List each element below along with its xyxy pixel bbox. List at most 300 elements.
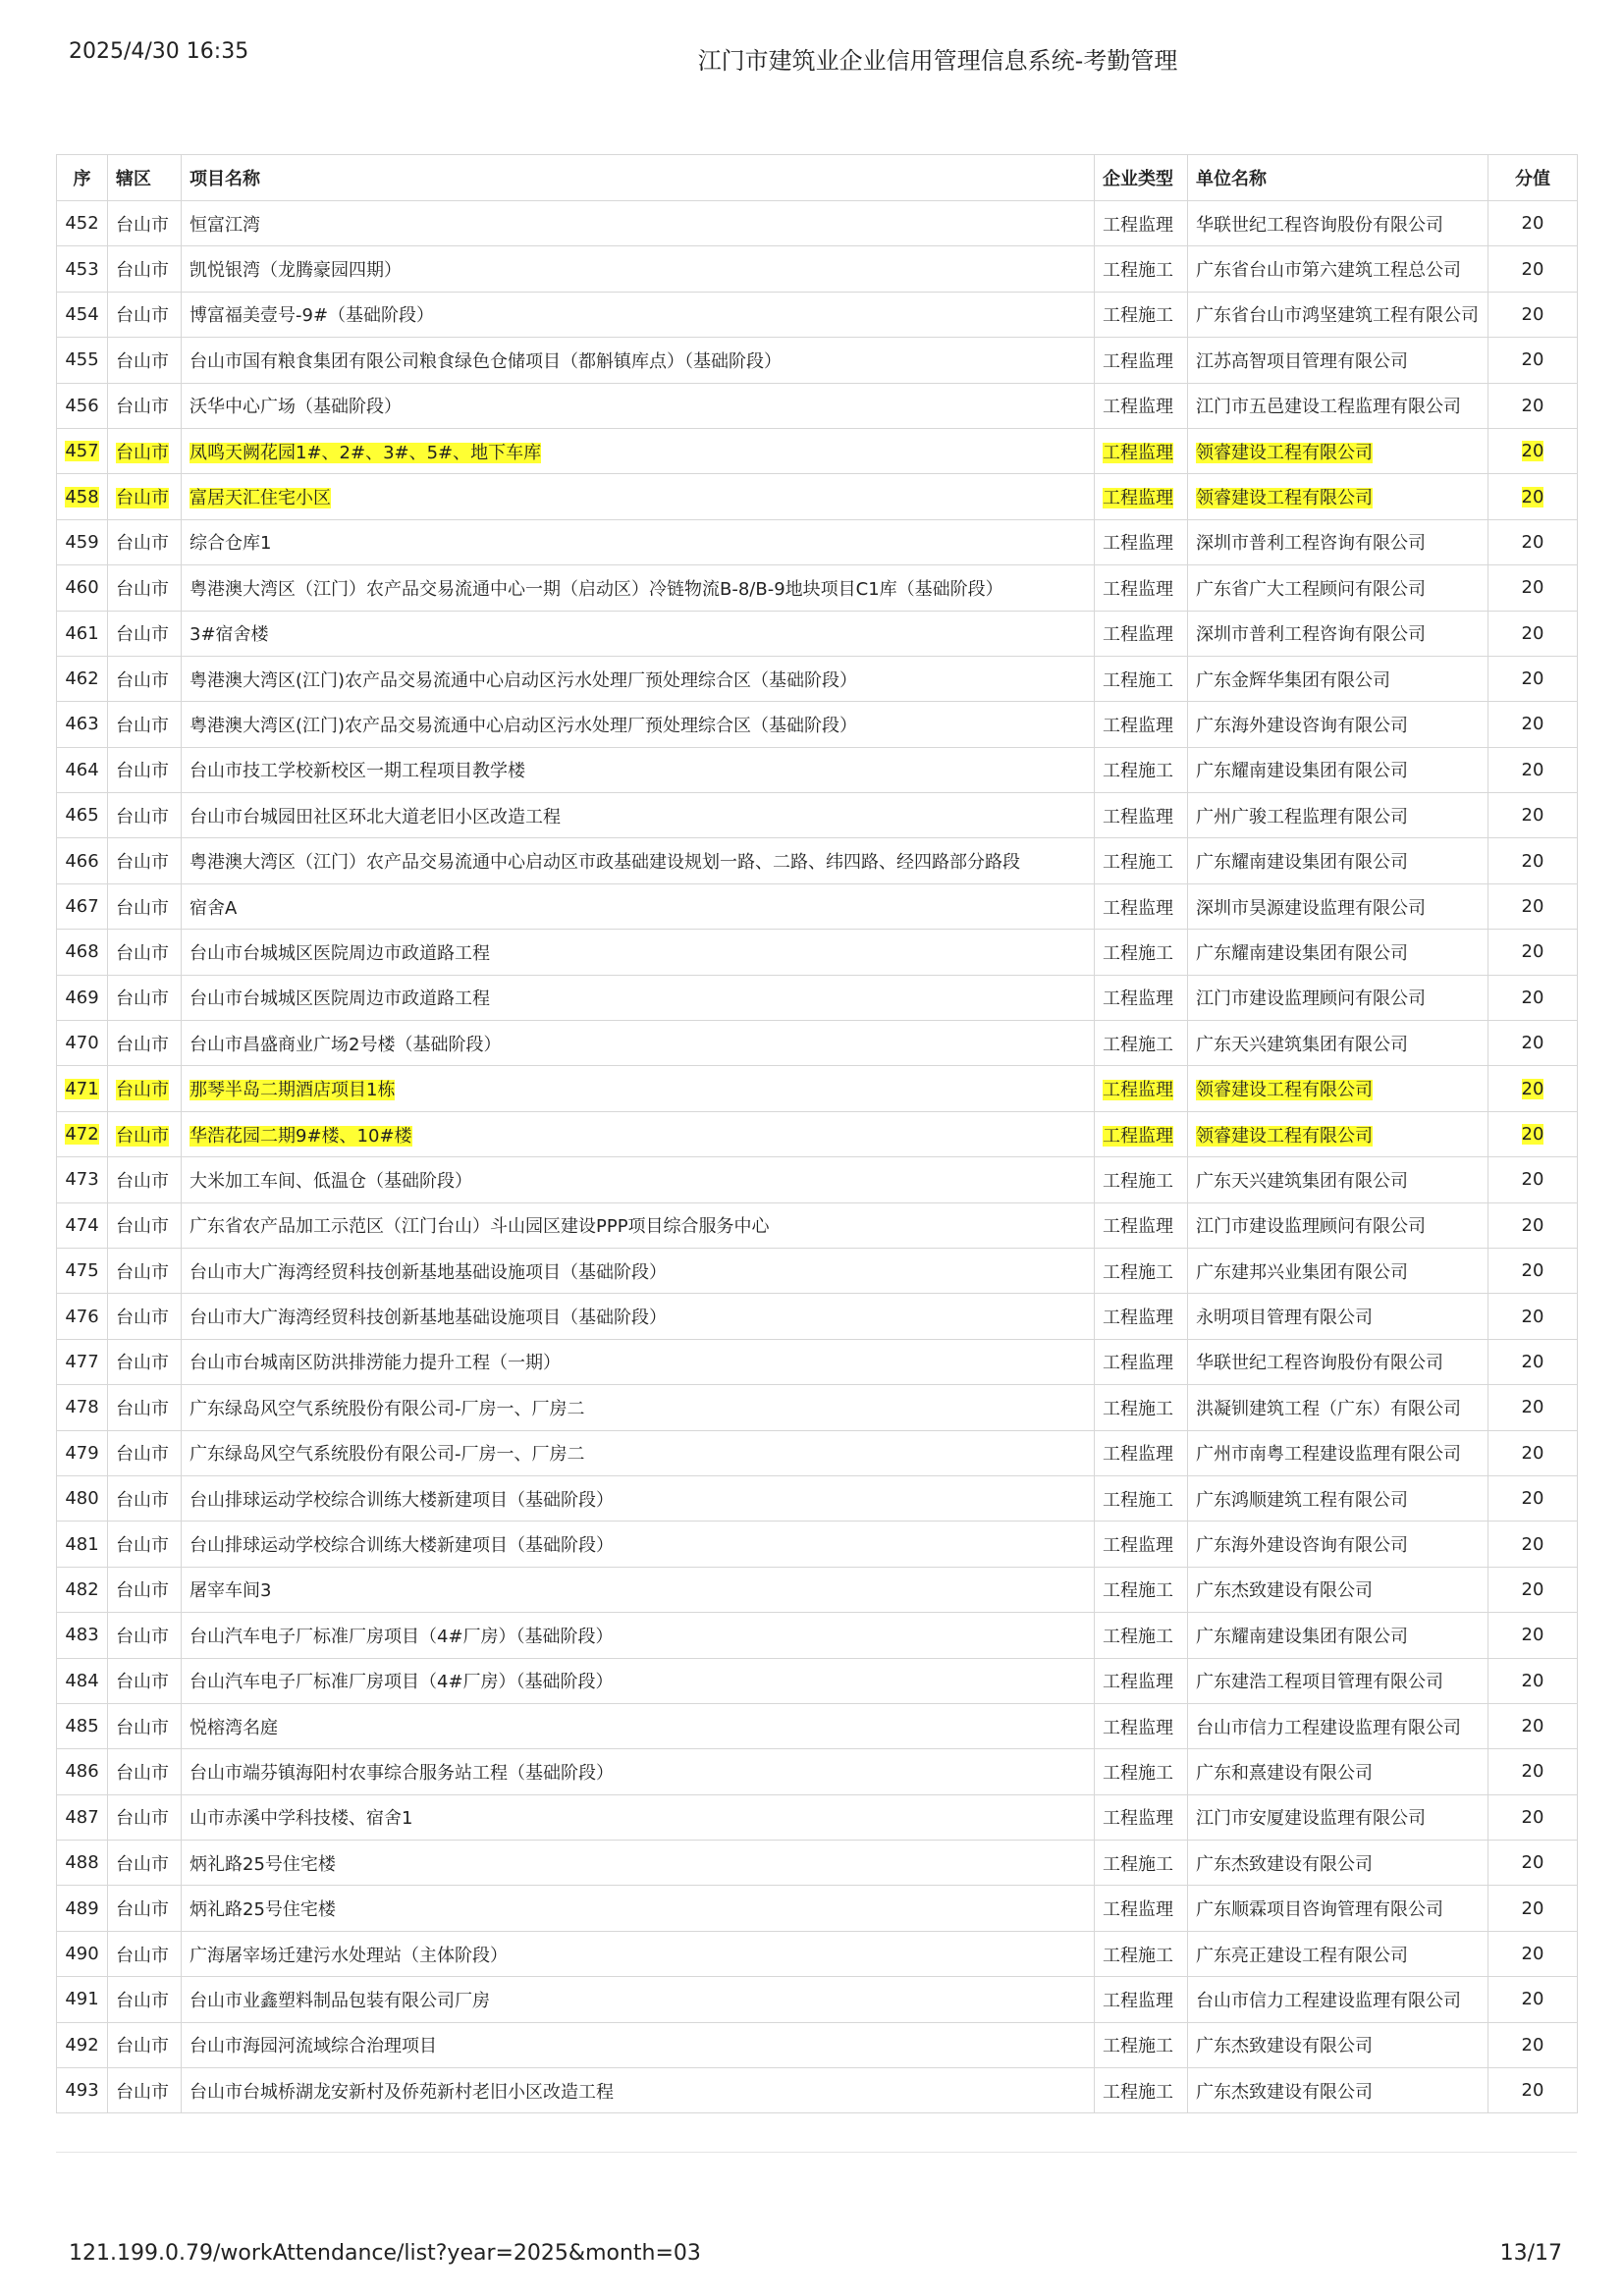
cell-no-text: 489 bbox=[65, 1897, 99, 1919]
cell-project-text: 台山市台城桥湖龙安新村及侨苑新村老旧小区改造工程 bbox=[189, 2081, 614, 2103]
cell-project-text: 屠宰车间3 bbox=[189, 1580, 272, 1602]
cell-project bbox=[182, 338, 1095, 383]
cell-area-text: 台山市 bbox=[116, 1990, 169, 2011]
cell-no-text: 465 bbox=[65, 805, 99, 827]
cell-no bbox=[57, 702, 108, 747]
cell-project-text: 台山市台城城区医院周边市政道路工程 bbox=[189, 988, 490, 1010]
cell-no bbox=[57, 201, 108, 246]
page-url: 121.199.0.79/workAttendance/list?year=2025&month=03 bbox=[69, 2241, 701, 2266]
table-body bbox=[57, 201, 1578, 2113]
cell-type-text: 工程监理 bbox=[1103, 1216, 1173, 1238]
cell-type-text: 工程监理 bbox=[1103, 578, 1173, 600]
cell-score-text: 20 bbox=[1521, 577, 1544, 599]
cell-score-text: 20 bbox=[1521, 1852, 1544, 1874]
cell-project-text: 广东绿岛风空气系统股份有限公司-厂房一、厂房二 bbox=[189, 1444, 585, 1466]
cell-no-text: 456 bbox=[65, 395, 99, 416]
cell-project-text: 广海屠宰场迁建污水处理站（主体阶段） bbox=[189, 1945, 508, 1966]
cell-unit bbox=[1188, 428, 1488, 473]
cell-score-text: 20 bbox=[1521, 2034, 1544, 2056]
cell-unit-text: 深圳市普利工程咨询有限公司 bbox=[1196, 624, 1426, 646]
cell-project-text: 粤港澳大湾区(江门)农产品交易流通中心启动区污水处理厂预处理综合区（基础阶段） bbox=[189, 669, 858, 691]
cell-area bbox=[108, 747, 182, 792]
table-row bbox=[57, 793, 1578, 838]
cell-area bbox=[108, 1111, 182, 1156]
table-row bbox=[57, 747, 1578, 792]
print-datetime: 2025/4/30 16:35 bbox=[69, 39, 249, 64]
cell-unit bbox=[1188, 702, 1488, 747]
table-row bbox=[57, 1202, 1578, 1248]
cell-score-text: 20 bbox=[1521, 850, 1544, 872]
cell-no-text: 473 bbox=[65, 1169, 99, 1191]
cell-type bbox=[1095, 519, 1188, 564]
cell-area-text: 台山市 bbox=[116, 1762, 169, 1784]
cell-no bbox=[57, 246, 108, 292]
cell-type-text: 工程施工 bbox=[1103, 1170, 1173, 1192]
cell-score-text: 20 bbox=[1521, 1989, 1544, 2010]
table-row bbox=[57, 2022, 1578, 2067]
cell-score-text: 20 bbox=[1521, 1442, 1544, 1464]
cell-project bbox=[182, 1339, 1095, 1384]
cell-project bbox=[182, 1294, 1095, 1339]
cell-no bbox=[57, 930, 108, 975]
table-row bbox=[57, 975, 1578, 1020]
cell-area-text: 台山市 bbox=[116, 806, 169, 828]
cell-no-text: 491 bbox=[65, 1989, 99, 2010]
cell-no-text: 485 bbox=[65, 1716, 99, 1737]
cell-score bbox=[1488, 1977, 1578, 2022]
cell-unit bbox=[1188, 2022, 1488, 2067]
table-row bbox=[57, 1658, 1578, 1703]
cell-type-text: 工程监理 bbox=[1103, 1080, 1173, 1101]
cell-score-text: 20 bbox=[1521, 714, 1544, 735]
cell-area-text: 台山市 bbox=[116, 1672, 169, 1693]
cell-score-text: 20 bbox=[1521, 1716, 1544, 1737]
cell-project bbox=[182, 1248, 1095, 1293]
cell-area-text: 台山市 bbox=[116, 942, 169, 964]
cell-area-text: 台山市 bbox=[116, 852, 169, 874]
cell-score bbox=[1488, 519, 1578, 564]
cell-type-text: 工程施工 bbox=[1103, 260, 1173, 282]
footer-divider bbox=[56, 2152, 1577, 2153]
cell-unit bbox=[1188, 1522, 1488, 1567]
table-row bbox=[57, 702, 1578, 747]
cell-score-text: 20 bbox=[1521, 1488, 1544, 1510]
table-row bbox=[57, 930, 1578, 975]
cell-unit-text: 广东海外建设咨询有限公司 bbox=[1196, 1535, 1408, 1557]
cell-unit bbox=[1188, 1977, 1488, 2022]
cell-project-text: 台山汽车电子厂标准厂房项目（4#厂房）（基础阶段） bbox=[189, 1672, 614, 1693]
cell-type-text: 工程施工 bbox=[1103, 1580, 1173, 1602]
cell-no bbox=[57, 292, 108, 337]
cell-unit bbox=[1188, 1066, 1488, 1111]
cell-project bbox=[182, 1931, 1095, 1976]
cell-no bbox=[57, 1021, 108, 1066]
cell-no-text: 487 bbox=[65, 1806, 99, 1828]
cell-unit-text: 广东省台山市鸿坚建筑工程有限公司 bbox=[1196, 305, 1479, 327]
cell-unit-text: 广东鸿顺建筑工程有限公司 bbox=[1196, 1489, 1408, 1511]
cell-no-text: 477 bbox=[65, 1351, 99, 1372]
cell-score bbox=[1488, 338, 1578, 383]
cell-unit-text: 广东海外建设咨询有限公司 bbox=[1196, 715, 1408, 736]
cell-type bbox=[1095, 656, 1188, 701]
cell-unit-text: 江门市安厦建设监理有限公司 bbox=[1196, 1808, 1426, 1830]
cell-no bbox=[57, 1066, 108, 1111]
cell-area bbox=[108, 246, 182, 292]
cell-score bbox=[1488, 1430, 1578, 1475]
cell-score bbox=[1488, 1339, 1578, 1384]
cell-score-text: 20 bbox=[1521, 1033, 1544, 1054]
cell-unit bbox=[1188, 474, 1488, 519]
cell-no bbox=[57, 1248, 108, 1293]
cell-type bbox=[1095, 793, 1188, 838]
cell-no bbox=[57, 611, 108, 656]
cell-no bbox=[57, 1931, 108, 1976]
cell-unit-text: 江门市五邑建设工程监理有限公司 bbox=[1196, 397, 1461, 418]
cell-project-text: 山市赤溪中学科技楼、宿舍1 bbox=[189, 1808, 413, 1830]
cell-project bbox=[182, 611, 1095, 656]
cell-no bbox=[57, 975, 108, 1020]
cell-project bbox=[182, 565, 1095, 611]
cell-score bbox=[1488, 565, 1578, 611]
cell-project-text: 台山市端芬镇海阳村农事综合服务站工程（基础阶段） bbox=[189, 1762, 614, 1784]
cell-unit-text: 广东金辉华集团有限公司 bbox=[1196, 669, 1390, 691]
column-header-project: 项目名称 bbox=[182, 155, 1095, 201]
cell-project bbox=[182, 1111, 1095, 1156]
cell-score bbox=[1488, 474, 1578, 519]
cell-type-text: 工程监理 bbox=[1103, 1308, 1173, 1329]
cell-score bbox=[1488, 1613, 1578, 1658]
column-header-unit: 单位名称 bbox=[1188, 155, 1488, 201]
cell-no-text: 467 bbox=[65, 896, 99, 918]
cell-project-text: 凤鸣天阙花园1#、2#、3#、5#、地下车库 bbox=[189, 442, 542, 463]
cell-score bbox=[1488, 1294, 1578, 1339]
cell-score-text: 20 bbox=[1521, 1533, 1544, 1555]
cell-project bbox=[182, 246, 1095, 292]
cell-type-text: 工程监理 bbox=[1103, 1808, 1173, 1830]
cell-type-text: 工程监理 bbox=[1103, 624, 1173, 646]
cell-area bbox=[108, 1475, 182, 1521]
cell-no-text: 469 bbox=[65, 987, 99, 1008]
cell-area bbox=[108, 1841, 182, 1886]
cell-project bbox=[182, 1977, 1095, 2022]
cell-unit bbox=[1188, 747, 1488, 792]
cell-area bbox=[108, 1157, 182, 1202]
cell-score-text: 20 bbox=[1521, 1124, 1544, 1145]
cell-area bbox=[108, 1021, 182, 1066]
cell-type bbox=[1095, 883, 1188, 929]
cell-type-text: 工程施工 bbox=[1103, 1853, 1173, 1875]
cell-area bbox=[108, 1886, 182, 1931]
cell-area-text: 台山市 bbox=[116, 761, 169, 782]
cell-project bbox=[182, 656, 1095, 701]
cell-type bbox=[1095, 1658, 1188, 1703]
cell-unit-text: 广东建浩工程项目管理有限公司 bbox=[1196, 1672, 1443, 1693]
cell-type-text: 工程监理 bbox=[1103, 988, 1173, 1010]
cell-no-text: 463 bbox=[65, 714, 99, 735]
cell-score bbox=[1488, 246, 1578, 292]
cell-unit-text: 广东耀南建设集团有限公司 bbox=[1196, 761, 1408, 782]
cell-score-text: 20 bbox=[1521, 1625, 1544, 1646]
cell-area-text: 台山市 bbox=[116, 1580, 169, 1602]
table-row bbox=[57, 201, 1578, 246]
cell-no-text: 470 bbox=[65, 1033, 99, 1054]
cell-unit bbox=[1188, 565, 1488, 611]
cell-area bbox=[108, 1248, 182, 1293]
cell-unit-text: 领睿建设工程有限公司 bbox=[1196, 488, 1373, 509]
cell-unit-text: 深圳市普利工程咨询有限公司 bbox=[1196, 533, 1426, 555]
cell-type bbox=[1095, 1385, 1188, 1430]
cell-project bbox=[182, 1066, 1095, 1111]
cell-project-text: 大米加工车间、低温仓（基础阶段） bbox=[189, 1170, 472, 1192]
cell-no-text: 484 bbox=[65, 1670, 99, 1691]
cell-no-text: 475 bbox=[65, 1260, 99, 1282]
cell-area-text: 台山市 bbox=[116, 214, 169, 236]
cell-score-text: 20 bbox=[1521, 1761, 1544, 1783]
cell-project bbox=[182, 1658, 1095, 1703]
cell-area-text: 台山市 bbox=[116, 715, 169, 736]
cell-unit bbox=[1188, 292, 1488, 337]
cell-unit-text: 领睿建设工程有限公司 bbox=[1196, 442, 1373, 463]
cell-score-text: 20 bbox=[1521, 622, 1544, 644]
cell-area bbox=[108, 1339, 182, 1384]
cell-score-text: 20 bbox=[1521, 395, 1544, 416]
cell-no-text: 464 bbox=[65, 759, 99, 780]
cell-no bbox=[57, 1522, 108, 1567]
cell-type bbox=[1095, 1931, 1188, 1976]
cell-no bbox=[57, 1111, 108, 1156]
cell-no bbox=[57, 883, 108, 929]
cell-score-text: 20 bbox=[1521, 987, 1544, 1008]
cell-project bbox=[182, 1703, 1095, 1748]
cell-score bbox=[1488, 2022, 1578, 2067]
cell-type-text: 工程监理 bbox=[1103, 1125, 1173, 1147]
cell-score-text: 20 bbox=[1521, 1169, 1544, 1191]
cell-score bbox=[1488, 883, 1578, 929]
cell-unit-text: 广东亮正建设工程有限公司 bbox=[1196, 1945, 1408, 1966]
cell-score-text: 20 bbox=[1521, 896, 1544, 918]
cell-score bbox=[1488, 930, 1578, 975]
cell-project bbox=[182, 292, 1095, 337]
cell-type-text: 工程施工 bbox=[1103, 1762, 1173, 1784]
cell-unit-text: 广东杰致建设有限公司 bbox=[1196, 1853, 1373, 1875]
cell-score-text: 20 bbox=[1521, 1214, 1544, 1236]
cell-type-text: 工程监理 bbox=[1103, 1672, 1173, 1693]
cell-no bbox=[57, 1886, 108, 1931]
cell-score bbox=[1488, 1703, 1578, 1748]
cell-project bbox=[182, 702, 1095, 747]
cell-area bbox=[108, 428, 182, 473]
table-row bbox=[57, 1385, 1578, 1430]
cell-unit bbox=[1188, 1841, 1488, 1886]
table-row bbox=[57, 1841, 1578, 1886]
cell-type-text: 工程施工 bbox=[1103, 852, 1173, 874]
cell-area bbox=[108, 201, 182, 246]
cell-type-text: 工程监理 bbox=[1103, 1444, 1173, 1466]
cell-project-text: 台山市台城园田社区环北大道老旧小区改造工程 bbox=[189, 806, 561, 828]
cell-project-text: 台山汽车电子厂标准厂房项目（4#厂房）（基础阶段） bbox=[189, 1626, 614, 1647]
cell-unit bbox=[1188, 1703, 1488, 1748]
table-row bbox=[57, 1703, 1578, 1748]
cell-area bbox=[108, 1977, 182, 2022]
cell-no bbox=[57, 1613, 108, 1658]
cell-no-text: 479 bbox=[65, 1442, 99, 1464]
cell-area bbox=[108, 1430, 182, 1475]
cell-score bbox=[1488, 1931, 1578, 1976]
cell-type-text: 工程施工 bbox=[1103, 1489, 1173, 1511]
table-row bbox=[57, 383, 1578, 428]
cell-no bbox=[57, 1157, 108, 1202]
cell-project-text: 广东绿岛风空气系统股份有限公司-厂房一、厂房二 bbox=[189, 1398, 585, 1419]
cell-score-text: 20 bbox=[1521, 1397, 1544, 1418]
cell-type bbox=[1095, 246, 1188, 292]
cell-score-text: 20 bbox=[1521, 531, 1544, 553]
cell-unit-text: 广东耀南建设集团有限公司 bbox=[1196, 942, 1408, 964]
cell-no bbox=[57, 2068, 108, 2113]
cell-project-text: 台山排球运动学校综合训练大楼新建项目（基础阶段） bbox=[189, 1489, 614, 1511]
cell-unit bbox=[1188, 1248, 1488, 1293]
cell-area-text: 台山市 bbox=[116, 1170, 169, 1192]
cell-type bbox=[1095, 1841, 1188, 1886]
cell-area bbox=[108, 883, 182, 929]
cell-unit bbox=[1188, 1021, 1488, 1066]
cell-unit-text: 华联世纪工程咨询股份有限公司 bbox=[1196, 1353, 1443, 1374]
cell-type bbox=[1095, 1567, 1188, 1612]
cell-type-text: 工程施工 bbox=[1103, 1261, 1173, 1283]
cell-project bbox=[182, 1385, 1095, 1430]
cell-type-text: 工程监理 bbox=[1103, 897, 1173, 919]
cell-area-text: 台山市 bbox=[116, 1034, 169, 1055]
table-row bbox=[57, 1157, 1578, 1202]
cell-unit bbox=[1188, 611, 1488, 656]
cell-area-text: 台山市 bbox=[116, 1808, 169, 1830]
cell-no-text: 490 bbox=[65, 1944, 99, 1965]
cell-type bbox=[1095, 1202, 1188, 1248]
cell-project bbox=[182, 975, 1095, 1020]
cell-type bbox=[1095, 702, 1188, 747]
cell-type-text: 工程监理 bbox=[1103, 442, 1173, 463]
column-header-score: 分值 bbox=[1488, 155, 1578, 201]
cell-unit-text: 广东省台山市第六建筑工程总公司 bbox=[1196, 260, 1461, 282]
cell-score bbox=[1488, 1066, 1578, 1111]
cell-type bbox=[1095, 1021, 1188, 1066]
cell-type bbox=[1095, 1794, 1188, 1840]
cell-project-text: 沃华中心广场（基础阶段） bbox=[189, 397, 402, 418]
cell-score-text: 20 bbox=[1521, 1578, 1544, 1600]
cell-type bbox=[1095, 1475, 1188, 1521]
cell-no bbox=[57, 1385, 108, 1430]
cell-no-text: 453 bbox=[65, 258, 99, 280]
cell-no bbox=[57, 793, 108, 838]
cell-score bbox=[1488, 1385, 1578, 1430]
cell-score-text: 20 bbox=[1521, 1351, 1544, 1372]
cell-unit bbox=[1188, 1111, 1488, 1156]
cell-area bbox=[108, 474, 182, 519]
cell-type-text: 工程监理 bbox=[1103, 1353, 1173, 1374]
cell-unit bbox=[1188, 1613, 1488, 1658]
cell-type-text: 工程监理 bbox=[1103, 214, 1173, 236]
cell-unit-text: 广东耀南建设集团有限公司 bbox=[1196, 1626, 1408, 1647]
cell-no bbox=[57, 747, 108, 792]
cell-type-text: 工程施工 bbox=[1103, 1945, 1173, 1966]
cell-score-text: 20 bbox=[1521, 1944, 1544, 1965]
cell-no-text: 492 bbox=[65, 2034, 99, 2056]
cell-area bbox=[108, 338, 182, 383]
cell-no-text: 476 bbox=[65, 1306, 99, 1327]
cell-type bbox=[1095, 930, 1188, 975]
cell-project bbox=[182, 1567, 1095, 1612]
column-header-type: 企业类型 bbox=[1095, 155, 1188, 201]
cell-project-text: 3#宿舍楼 bbox=[189, 624, 269, 646]
cell-type-text: 工程监理 bbox=[1103, 1535, 1173, 1557]
attendance-table bbox=[56, 154, 1578, 2113]
table-row bbox=[57, 1613, 1578, 1658]
table-row bbox=[57, 883, 1578, 929]
cell-area-text: 台山市 bbox=[116, 1080, 169, 1101]
cell-project-text: 恒富江湾 bbox=[189, 214, 260, 236]
cell-project-text: 粤港澳大湾区（江门）农产品交易流通中心一期（启动区）冷链物流B-8/B-9地块项目C1库（基础阶段） bbox=[189, 578, 1003, 600]
cell-unit bbox=[1188, 1294, 1488, 1339]
cell-no bbox=[57, 565, 108, 611]
cell-unit bbox=[1188, 1886, 1488, 1931]
cell-score bbox=[1488, 1794, 1578, 1840]
table-row bbox=[57, 1977, 1578, 2022]
cell-project-text: 台山市国有粮食集团有限公司粮食绿色仓储项目（都斛镇库点）（基础阶段） bbox=[189, 350, 782, 372]
cell-type bbox=[1095, 2022, 1188, 2067]
cell-type-text: 工程施工 bbox=[1103, 2036, 1173, 2057]
cell-project-text: 台山市昌盛商业广场2号楼（基础阶段） bbox=[189, 1034, 502, 1055]
table-row bbox=[57, 246, 1578, 292]
cell-area-text: 台山市 bbox=[116, 1444, 169, 1466]
cell-type bbox=[1095, 747, 1188, 792]
cell-unit bbox=[1188, 1931, 1488, 1976]
cell-unit-text: 江门市建设监理顾问有限公司 bbox=[1196, 988, 1426, 1010]
cell-score bbox=[1488, 201, 1578, 246]
cell-type bbox=[1095, 1749, 1188, 1794]
cell-score-text: 20 bbox=[1521, 668, 1544, 690]
attendance-table-container bbox=[56, 154, 1577, 2113]
cell-area bbox=[108, 1703, 182, 1748]
cell-area-text: 台山市 bbox=[116, 397, 169, 418]
cell-unit bbox=[1188, 338, 1488, 383]
cell-unit bbox=[1188, 2068, 1488, 2113]
cell-area-text: 台山市 bbox=[116, 260, 169, 282]
cell-unit bbox=[1188, 1202, 1488, 1248]
cell-unit-text: 深圳市昊源建设监理有限公司 bbox=[1196, 897, 1426, 919]
table-row-highlighted bbox=[57, 428, 1578, 473]
cell-area bbox=[108, 1385, 182, 1430]
cell-project-text: 粤港澳大湾区（江门）农产品交易流通中心启动区市政基础建设规划一路、二路、纬四路、经四路部分路段 bbox=[189, 852, 1020, 874]
cell-unit bbox=[1188, 838, 1488, 883]
cell-unit bbox=[1188, 883, 1488, 929]
cell-type bbox=[1095, 1294, 1188, 1339]
cell-area-text: 台山市 bbox=[116, 1125, 169, 1147]
cell-type-text: 工程监理 bbox=[1103, 1899, 1173, 1921]
cell-unit bbox=[1188, 1749, 1488, 1794]
cell-score bbox=[1488, 1886, 1578, 1931]
cell-project-text: 台山市台城城区医院周边市政道路工程 bbox=[189, 942, 490, 964]
cell-area bbox=[108, 611, 182, 656]
cell-project bbox=[182, 1522, 1095, 1567]
cell-area bbox=[108, 1794, 182, 1840]
cell-no-text: 452 bbox=[65, 213, 99, 235]
cell-no bbox=[57, 1658, 108, 1703]
cell-type bbox=[1095, 1703, 1188, 1748]
cell-area-text: 台山市 bbox=[116, 350, 169, 372]
table-row bbox=[57, 1794, 1578, 1840]
cell-type bbox=[1095, 1157, 1188, 1202]
table-row-highlighted bbox=[57, 1111, 1578, 1156]
cell-area bbox=[108, 656, 182, 701]
